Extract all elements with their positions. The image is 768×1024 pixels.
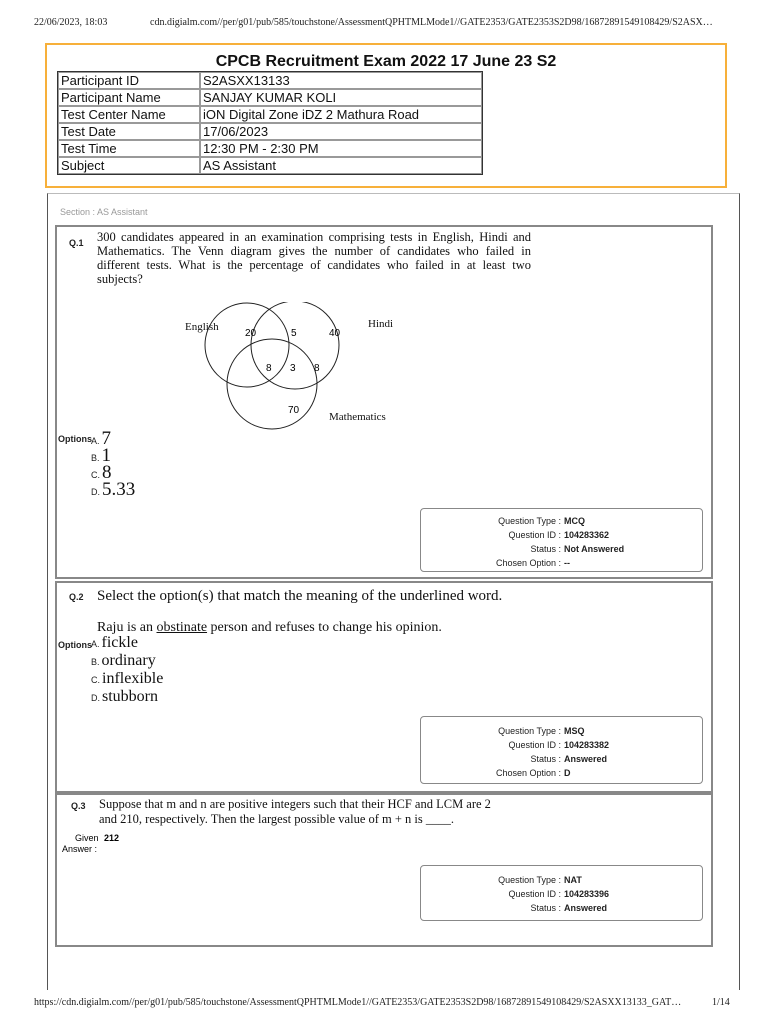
option-key: B. [91,657,100,667]
question-type: MCQ [564,516,585,526]
meta-label: Status : [530,754,561,764]
question-status: Answered [564,903,608,913]
meta-label: Status : [530,903,561,913]
question-meta [420,865,703,921]
option-a [91,634,138,652]
meta-label: Chosen Option : [495,558,561,568]
question-id: 104283362 [564,530,610,540]
venn-label-maths: Mathematics [329,411,386,423]
venn-value: 70 [288,405,300,416]
venn-circle-maths [227,339,317,429]
question-status: Answered [564,754,608,764]
question-2 [55,581,713,793]
field-label: Test Date [58,123,200,140]
question-number: Q.1 [69,238,84,248]
option-key: C. [91,675,100,685]
field-value: 17/06/2023 [200,123,482,140]
given-answer: 212 [104,833,120,843]
underlined-word: obstinate [156,620,208,635]
given-label: Given [75,833,99,843]
participant-row [58,157,482,174]
options-label: Options [58,640,92,650]
venn-value: 8 [266,363,272,374]
option-d [91,479,135,501]
field-value: iON Digital Zone iDZ 2 Mathura Road [200,106,482,123]
question-number: Q.3 [71,801,86,811]
option-key: C. [91,470,100,480]
venn-value: 40 [329,328,341,339]
meta-label: Status : [530,544,561,554]
venn-value: 8 [314,363,320,374]
field-label: Test Time [58,140,200,157]
question-1 [55,225,713,579]
meta-label: Question ID : [508,530,561,540]
exam-header [45,43,727,188]
question-3 [55,793,713,947]
question-status: Not Answered [564,544,625,554]
field-label: Subject [58,157,200,174]
option-text: ordinary [101,652,156,669]
option-key: D. [91,487,100,497]
venn-label-hindi: Hindi [368,318,394,330]
question-type: MSQ [564,726,585,736]
field-value: AS Assistant [200,157,482,174]
venn-label-english: English [185,321,219,333]
option-text: 1 [101,445,112,466]
option-b [91,652,156,670]
exam-title: CPCB Recruitment Exam 2022 17 June 23 S2 [215,53,557,70]
option-text: 7 [101,428,112,449]
question-id: 104283396 [564,889,610,899]
option-text: 5.33 [102,479,136,500]
venn-value: 5 [291,328,297,339]
chosen-option: -- [564,558,570,568]
options-label: Options [58,434,92,444]
option-key: D. [91,693,100,703]
participant-row [58,72,482,89]
question-meta [420,716,703,784]
participant-row [58,106,482,123]
option-text: 8 [102,462,112,483]
option-text: stubborn [102,688,158,705]
venn-value: 3 [290,363,296,374]
meta-label: Question Type : [498,726,561,736]
question-text-line: Suppose that m and n are positive integers such that their HCF and LCM are 2 [99,797,491,811]
sentence-part: person and refuses to change his opinion. [207,620,442,635]
meta-label: Chosen Option : [495,768,561,778]
field-value: SANJAY KUMAR KOLI [200,89,482,106]
option-text: inflexible [102,670,164,687]
question-number: Q.2 [69,592,84,602]
question-meta [420,508,703,572]
option-text: fickle [101,634,138,651]
page-number: 1/14 [712,997,730,1008]
option-key: A. [91,639,100,649]
question-sentence [97,620,442,636]
option-key: B. [91,453,100,463]
question-text: 300 candidates appeared in an examination comprising tests in English, Hindi and Mathematics. The Venn diagram gives the number of candidates who failed in different tests. What is the percentage of candidates who failed in at least two subjects? [97,230,531,286]
field-value: 12:30 PM - 2:30 PM [200,140,482,157]
venn-circle-english [205,303,289,387]
field-value: S2ASXX13133 [200,72,482,89]
section-label: Section : AS Assistant [60,207,148,217]
field-label: Participant Name [58,89,200,106]
participant-row [58,123,482,140]
chosen-option: D [564,768,571,778]
option-d [91,688,158,706]
print-url-bottom: https://cdn.digialm.com//per/g01/pub/585/touchstone/AssessmentQPHTMLMode1//GATE2353/GATE2353S2D98/16872891549108429/S2ASXX13133_GAT… [34,997,682,1008]
question-text [99,797,491,827]
question-text-line: and 210, respectively. Then the largest possible value of m + n is ____. [99,812,455,826]
sentence-part: Raju is an [97,620,157,635]
venn-value: 20 [245,328,257,339]
option-key: A. [91,436,100,446]
field-label: Participant ID [58,72,200,89]
participant-row [58,140,482,157]
meta-label: Question ID : [508,889,561,899]
print-datetime: 22/06/2023, 18:03 [34,17,108,28]
participant-row [58,89,482,106]
question-id: 104283382 [564,740,610,750]
field-label: Test Center Name [58,106,200,123]
meta-label: Question ID : [508,740,561,750]
meta-label: Question Type : [498,516,561,526]
meta-label: Question Type : [498,875,561,885]
option-c [91,670,163,688]
question-text: Select the option(s) that match the meaning of the underlined word. [97,588,503,604]
question-type: NAT [564,875,582,885]
answer-label: Answer : [62,844,98,854]
participant-table [57,71,483,175]
print-url-top: cdn.digialm.com//per/g01/pub/585/touchstone/AssessmentQPHTMLMode1//GATE2353/GATE2353S2D98/16872891549108429/S2ASX… [150,17,713,28]
